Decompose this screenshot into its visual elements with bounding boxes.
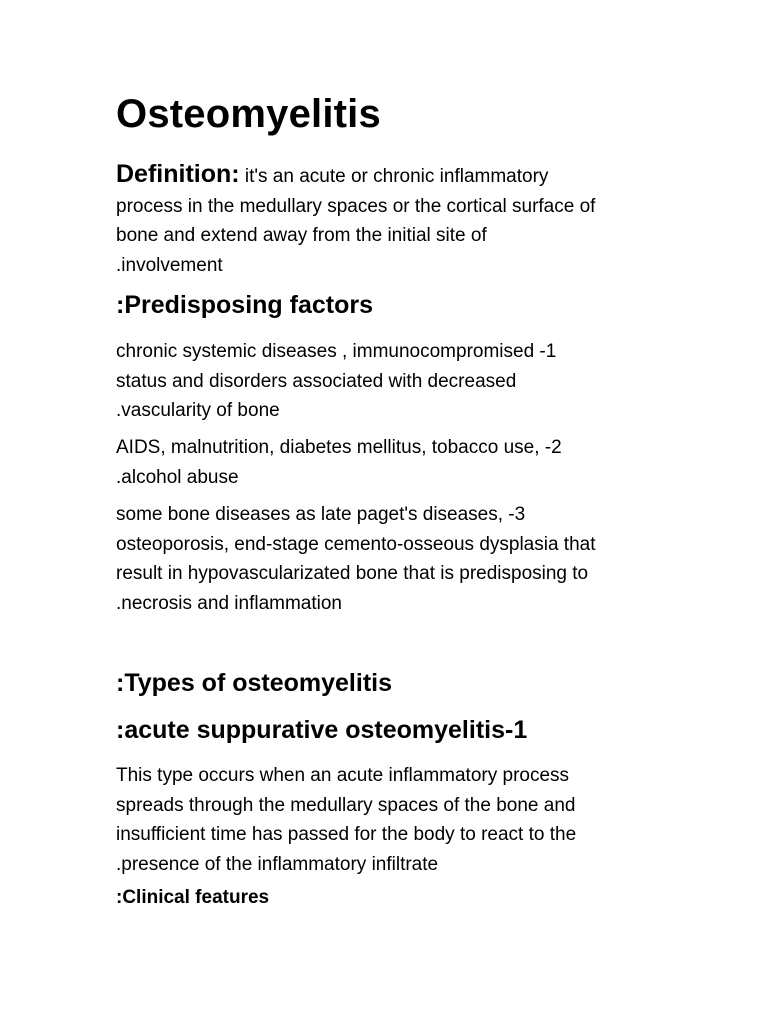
acute-description-line: spreads through the medullary spaces of the bone and: [116, 794, 576, 816]
clinical-features-heading: :Clinical features: [116, 887, 270, 908]
factor-line: osteoporosis, end-stage cemento-osseous dysplasia that: [116, 533, 596, 555]
definition-first-line: [116, 160, 676, 192]
acute-description-line: This type occurs when an acute inflammatory process: [116, 765, 570, 786]
definition-line: process in the medullary spaces or the cortical surface of: [116, 195, 596, 217]
factor-line: .necrosis and inflammation: [116, 592, 342, 614]
factor-line: some bone diseases as late paget's diseases, -3: [116, 504, 526, 525]
factor-2-paragraph: [116, 433, 676, 492]
acute-description-line: insufficient time has passed for the body to react to the: [116, 824, 577, 845]
factor-line: chronic systemic diseases , immunocompromised -1: [116, 341, 557, 362]
document-title: Osteomyelitis: [116, 92, 381, 136]
factor-line: .alcohol abuse: [116, 466, 239, 488]
definition-label: Definition:: [116, 160, 240, 188]
definition-line: .involvement: [116, 254, 223, 276]
acute-description-paragraph: [116, 761, 676, 879]
predisposing-heading: :Predisposing factors: [116, 291, 373, 319]
factor-3-paragraph: [116, 500, 676, 618]
acute-description-line: .presence of the inflammatory infiltrate: [116, 853, 439, 875]
acute-suppurative-heading: :acute suppurative osteomyelitis-1: [116, 716, 528, 744]
factor-line: status and disorders associated with decreased: [116, 370, 517, 392]
factor-line: result in hypovascularizated bone that is predisposing to: [116, 563, 589, 584]
definition-line: bone and extend away from the initial site of: [116, 225, 487, 246]
definition-paragraph: [116, 160, 676, 280]
types-heading: :Types of osteomyelitis: [116, 669, 392, 697]
factor-line: .vascularity of bone: [116, 400, 280, 421]
factor-1-paragraph: [116, 337, 676, 426]
factor-line: AIDS, malnutrition, diabetes mellitus, tobacco use, -2: [116, 437, 562, 458]
definition-first-text: it's an acute or chronic inflammatory: [239, 166, 549, 187]
